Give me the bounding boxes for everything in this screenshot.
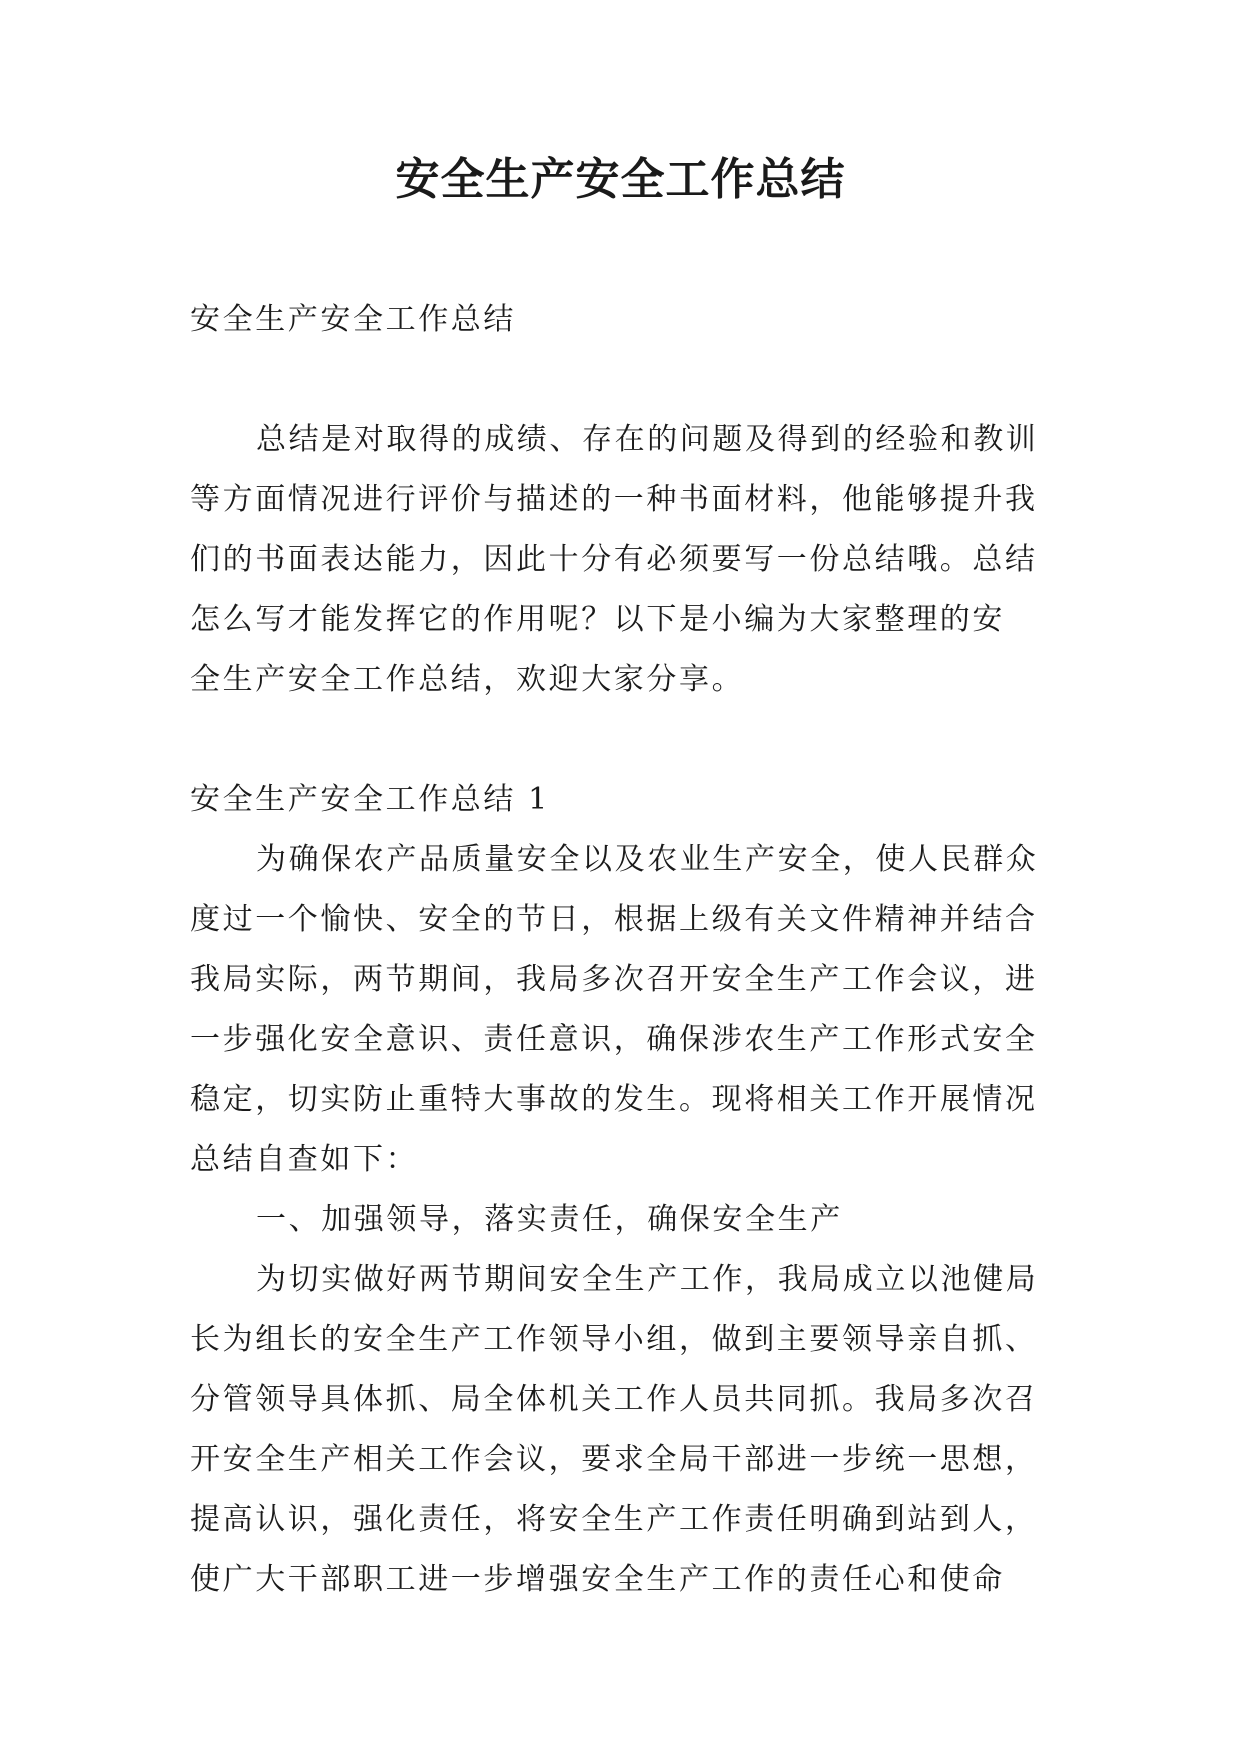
paragraph-gap	[190, 710, 1060, 770]
paragraph-line: 我局实际，两节期间，我局多次召开安全生产工作会议，进	[190, 962, 1038, 997]
paragraph-line: 使广大干部职工进一步增强安全生产工作的责任心和使命	[190, 1562, 1005, 1597]
paragraph-line: 总结是对取得的成绩、存在的问题及得到的经验和教训	[256, 422, 1039, 457]
paragraph-line: 全生产安全工作总结，欢迎大家分享。	[190, 662, 745, 697]
paragraph-line: 为切实做好两节期间安全生产工作，我局成立以池健局	[256, 1262, 1039, 1297]
paragraph-line: 开安全生产相关工作会议，要求全局干部进一步统一思想，	[190, 1442, 1038, 1477]
document-subtitle: 安全生产安全工作总结	[190, 302, 516, 337]
document-body	[190, 290, 1060, 1610]
paragraph-line: 分管领导具体抓、局全体机关工作人员共同抓。我局多次召	[190, 1382, 1038, 1417]
paragraph-line: 怎么写才能发挥它的作用呢？以下是小编为大家整理的安	[190, 602, 1005, 637]
paragraph-line: 稳定，切实防止重特大事故的发生。现将相关工作开展情况	[190, 1082, 1038, 1117]
section1-paragraph	[190, 830, 1060, 1190]
paragraph-line: 为确保农产品质量安全以及农业生产安全，使人民群众	[256, 842, 1039, 877]
point1-paragraph	[190, 1250, 1060, 1610]
paragraph-line: 等方面情况进行评价与描述的一种书面材料，他能够提升我	[190, 482, 1038, 517]
intro-paragraph	[190, 410, 1060, 710]
point-heading: 一、加强领导，落实责任，确保安全生产	[256, 1202, 843, 1237]
paragraph-line: 长为组长的安全生产工作领导小组，做到主要领导亲自抓、	[190, 1322, 1038, 1357]
paragraph-line: 总结自查如下：	[190, 1142, 419, 1177]
document-title: 安全生产安全工作总结	[395, 154, 846, 205]
paragraph-line: 提高认识，强化责任，将安全生产工作责任明确到站到人，	[190, 1502, 1038, 1537]
paragraph-line: 一步强化安全意识、责任意识，确保涉农生产工作形式安全	[190, 1022, 1038, 1057]
section-heading: 安全生产安全工作总结 1	[190, 782, 550, 817]
paragraph-gap	[190, 350, 1060, 410]
paragraph-line: 们的书面表达能力，因此十分有必须要写一份总结哦。总结	[190, 542, 1038, 577]
paragraph-line: 度过一个愉快、安全的节日，根据上级有关文件精神并结合	[190, 902, 1038, 937]
